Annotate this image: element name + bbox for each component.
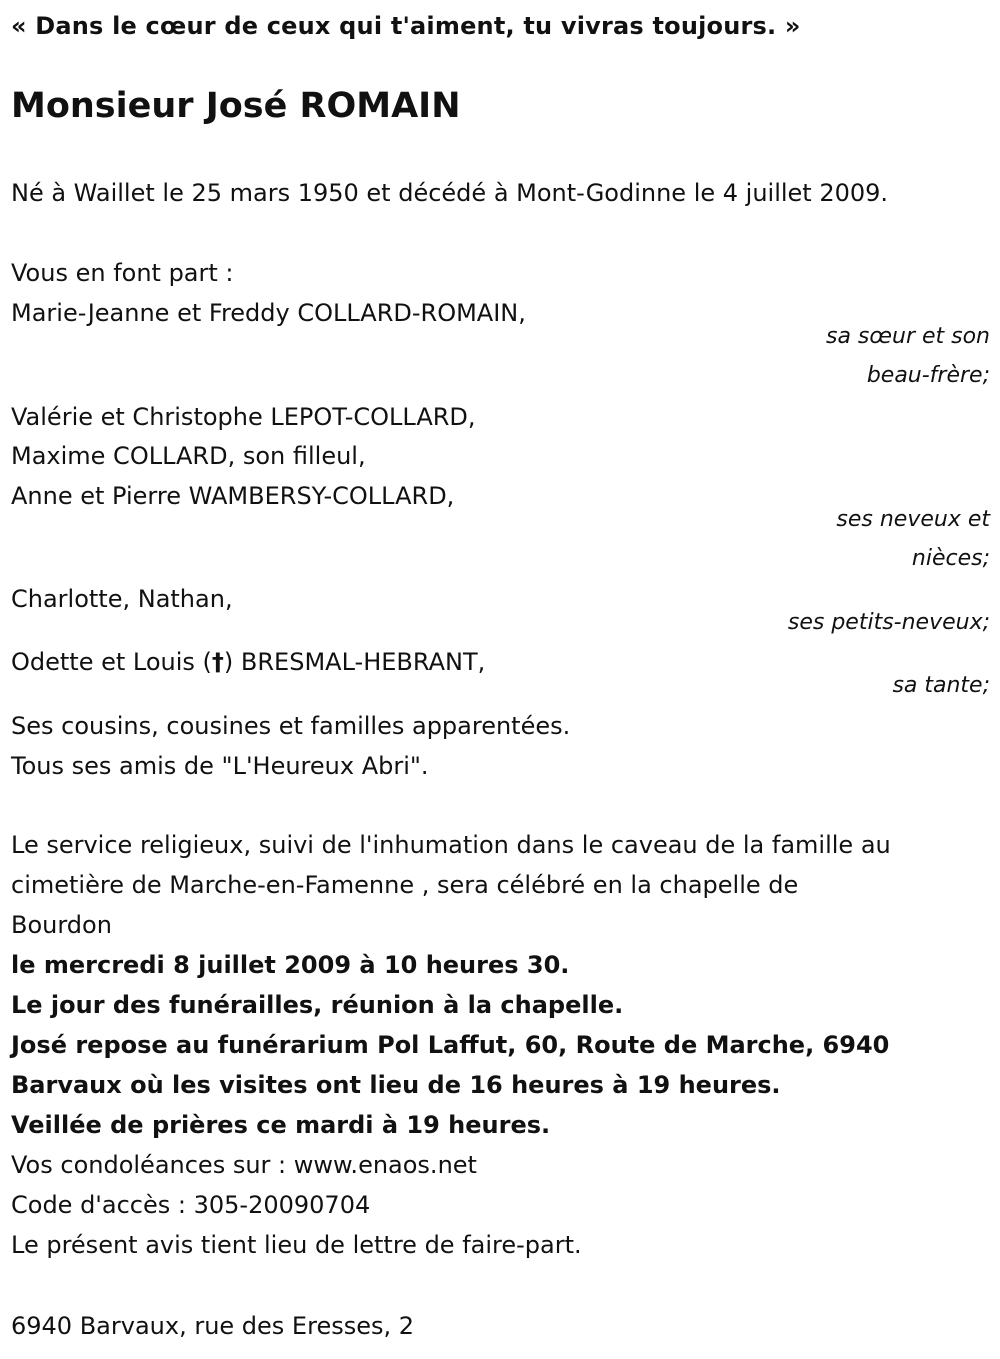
service-line: cimetière de Marche-en-Famenne , sera célébré en la chapelle de [11,871,799,899]
vigil-line: Veillée de prières ce mardi à 19 heures. [11,1111,551,1139]
nephew-line: Valérie et Christophe LEPOT-COLLARD, [11,403,476,431]
announcers-intro: Vous en font part : [11,259,234,287]
service-line: Le service religieux, suivi de l'inhumation dans le caveau de la famille au [11,831,891,859]
condolences-line: Vos condoléances sur : www.enaos.net [11,1151,477,1179]
cousins-line: Ses cousins, cousines et familles apparentées. [11,712,571,740]
grandnephew-relation: ses petits-neveux; [787,610,990,635]
service-line: Bourdon [11,911,112,939]
sister-line: Marie-Jeanne et Freddy COLLARD-ROMAIN, [11,299,526,327]
nephew-relation-continued: nièces; [911,546,990,571]
deceased-name: Monsieur José ROMAIN [11,86,461,126]
gathering-line: Le jour des funérailles, réunion à la chapelle. [11,991,624,1019]
funeral-home-line: José repose au funérarium Pol Laffut, 60, Route de Marche, 6940 [11,1031,890,1059]
aunt-line-start: Odette et Louis ( [11,648,212,676]
address-line: 6940 Barvaux, rue des Eresses, 2 [11,1312,415,1340]
deceased-cross-icon: † [211,648,224,676]
service-date-line: le mercredi 8 juillet 2009 à 10 heures 30. [11,951,570,979]
notice-line: Le présent avis tient lieu de lettre de faire-part. [11,1231,582,1259]
sister-relation: sa sœur et son [825,324,990,349]
nephew-line: Anne et Pierre WAMBERSY-COLLARD, [11,482,455,510]
sister-relation-continued: beau-frère; [866,363,990,388]
aunt-relation: sa tante; [892,673,990,698]
epitaph-quote: « Dans le cœur de ceux qui t'aiment, tu vivras toujours. » [11,12,801,40]
nephew-relation: ses neveux et [836,507,990,532]
aunt-line [11,647,485,677]
grandnephew-line: Charlotte, Nathan, [11,585,233,613]
aunt-line-end: ) BRESMAL-HEBRANT, [223,648,486,676]
birth-death-line: Né à Waillet le 25 mars 1950 et décédé à Mont-Godinne le 4 juillet 2009. [11,179,889,207]
funeral-home-line: Barvaux où les visites ont lieu de 16 heures à 19 heures. [11,1071,781,1099]
friends-line: Tous ses amis de "L'Heureux Abri". [11,752,429,780]
access-code-line: Code d'accès : 305-20090704 [11,1191,371,1219]
nephew-line: Maxime COLLARD, son filleul, [11,442,366,470]
